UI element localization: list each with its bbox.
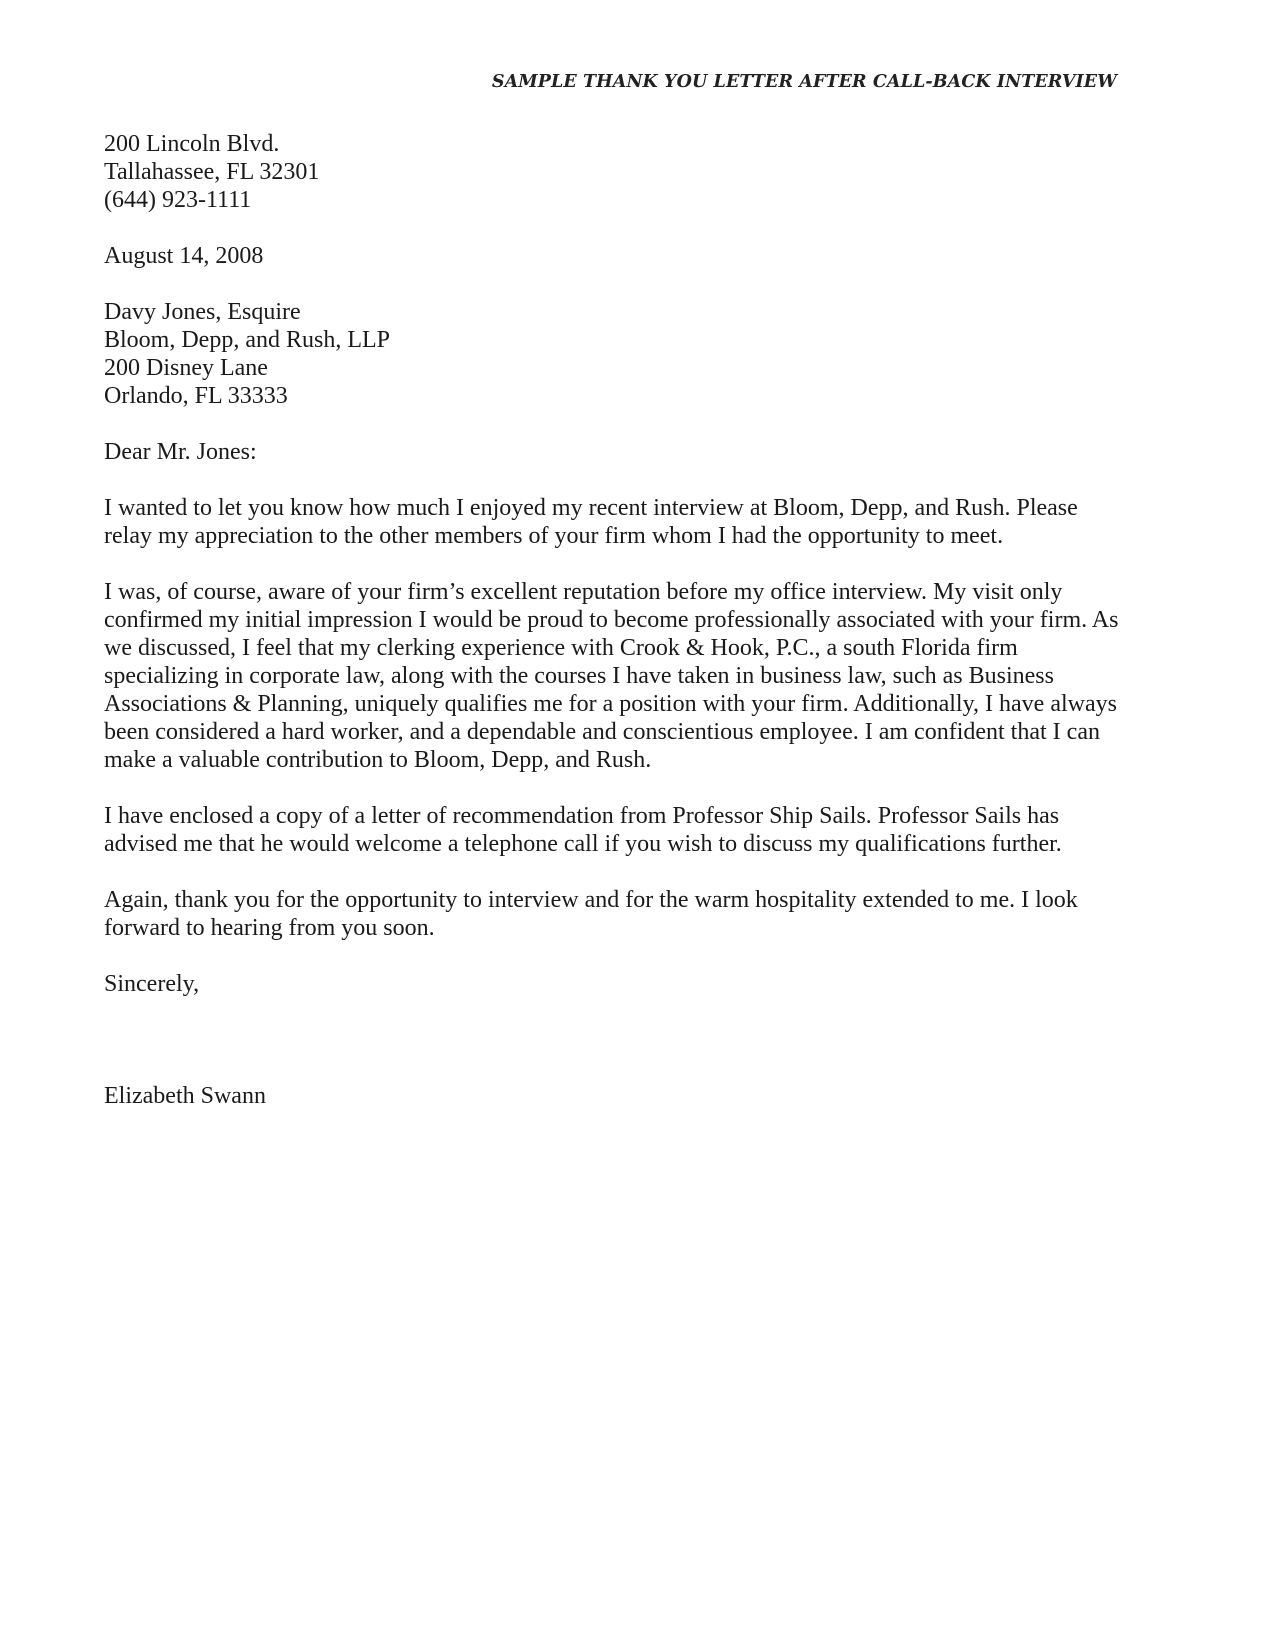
body-paragraph-3 (104, 802, 1169, 858)
paragraph-line: forward to hearing from you soon. (104, 915, 435, 941)
paragraph-line: Again, thank you for the opportunity to interview and for the warm hospitality extended to me. I look (104, 887, 1078, 913)
salutation-block (104, 438, 1169, 466)
letter-body (104, 130, 1169, 1138)
paragraph-line: Associations & Planning, uniquely qualifies me for a position with your firm. Additionally, I have always (104, 691, 1117, 717)
recipient-name: Davy Jones, Esquire (104, 299, 301, 325)
sender-phone: (644) 923-1111 (104, 187, 252, 213)
salutation: Dear Mr. Jones: (104, 439, 257, 465)
paragraph-line: been considered a hard worker, and a dependable and conscientious employee. I am confident that I can (104, 719, 1100, 745)
sender-street: 200 Lincoln Blvd. (104, 131, 280, 157)
recipient-address (104, 298, 1169, 410)
letter-date: August 14, 2008 (104, 243, 264, 269)
body-paragraph-1 (104, 494, 1169, 550)
signature-space (104, 1026, 1169, 1082)
paragraph-line: specializing in corporate law, along with the courses I have taken in business law, such as Business (104, 663, 1054, 689)
paragraph-line: confirmed my initial impression I would be proud to become professionally associated with your firm. As (104, 607, 1119, 633)
paragraph-line: I was, of course, aware of your firm’s excellent reputation before my office interview. My visit only (104, 579, 1063, 605)
letter-date-block (104, 242, 1169, 270)
recipient-firm: Bloom, Depp, and Rush, LLP (104, 327, 390, 353)
recipient-street: 200 Disney Lane (104, 355, 268, 381)
paragraph-line: I have enclosed a copy of a letter of recommendation from Professor Ship Sails. Professor Sails has (104, 803, 1060, 829)
closing-block (104, 970, 1169, 998)
body-paragraph-4 (104, 886, 1169, 942)
paragraph-line: I wanted to let you know how much I enjoyed my recent interview at Bloom, Depp, and Rush. Please (104, 495, 1078, 521)
closing: Sincerely, (104, 971, 200, 997)
paragraph-line: we discussed, I feel that my clerking experience with Crook & Hook, P.C., a south Florida firm (104, 635, 1018, 661)
paragraph-line: relay my appreciation to the other members of your firm whom I had the opportunity to meet. (104, 523, 1004, 549)
recipient-city-state-zip: Orlando, FL 33333 (104, 383, 288, 409)
paragraph-line: advised me that he would welcome a telephone call if you wish to discuss my qualifications further. (104, 831, 1062, 857)
paragraph-line: make a valuable contribution to Bloom, Depp, and Rush. (104, 747, 652, 773)
sender-address (104, 130, 1169, 214)
body-paragraph-2 (104, 578, 1169, 774)
signature-name: Elizabeth Swann (104, 1083, 266, 1109)
sender-city-state-zip: Tallahassee, FL 32301 (104, 159, 320, 185)
signature-block (104, 1082, 1169, 1110)
document-title: SAMPLE THANK YOU LETTER AFTER CALL-BACK INTERVIEW (491, 72, 1117, 92)
